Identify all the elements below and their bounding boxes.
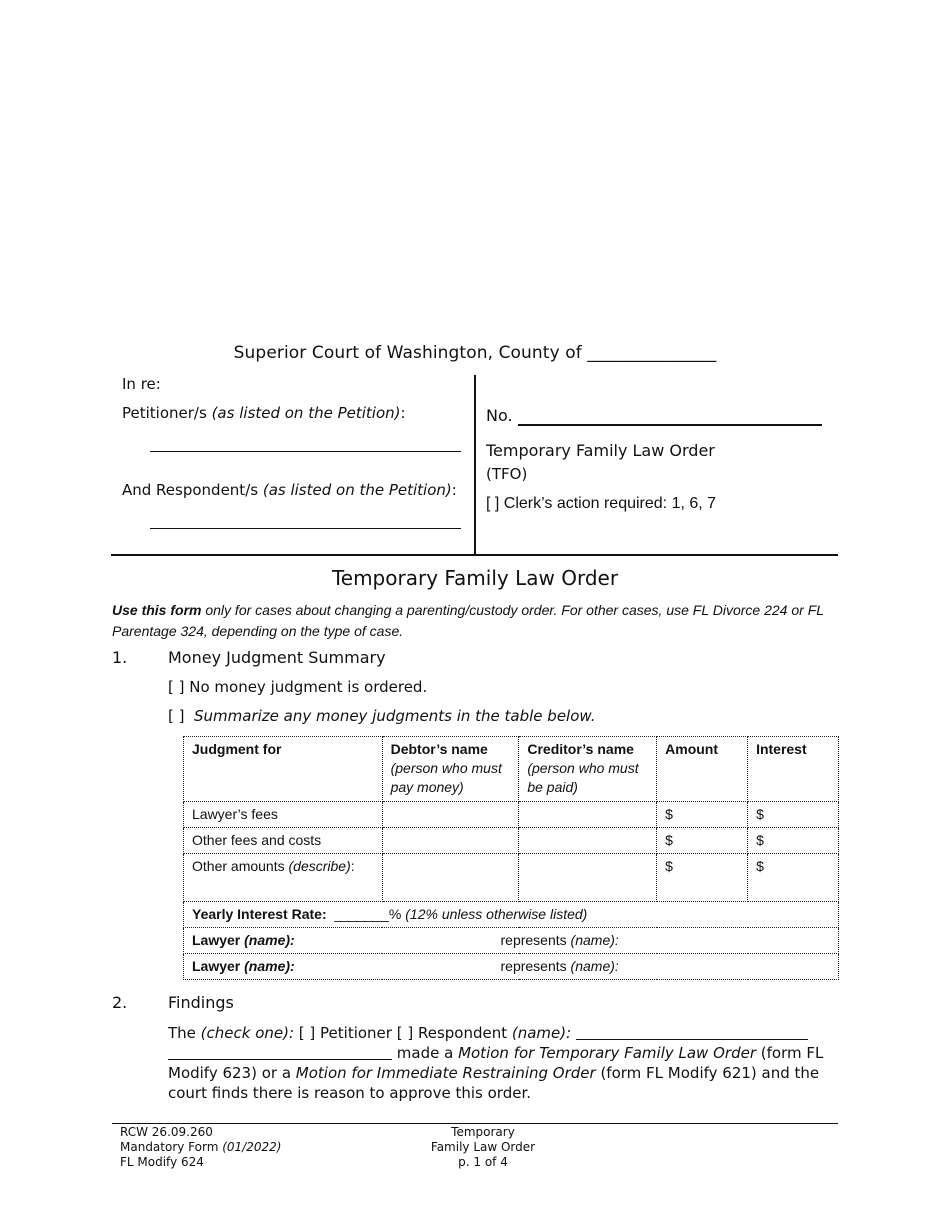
lawyer-cell[interactable]: Lawyer (name): represents (name): bbox=[184, 954, 839, 980]
petitioner-label: Petitioner/s (as listed on the Petition): bbox=[122, 404, 406, 422]
lawyer-row bbox=[184, 928, 839, 954]
row-label: Other amounts (describe): bbox=[184, 854, 383, 902]
header-amount: Amount bbox=[657, 737, 748, 802]
table-row bbox=[184, 854, 839, 902]
debtor-cell[interactable] bbox=[382, 854, 519, 902]
header-judgment-for: Judgment for bbox=[184, 737, 383, 802]
footer-rule bbox=[112, 1123, 838, 1124]
party-checkboxes[interactable]: [ ] Petitioner [ ] Respondent bbox=[294, 1024, 512, 1042]
footer-center: Temporary Family Law Order p. 1 of 4 bbox=[430, 1125, 536, 1169]
interest-rate-row bbox=[184, 902, 839, 928]
row-label: Other fees and costs bbox=[184, 828, 383, 854]
page-title: Temporary Family Law Order bbox=[331, 566, 619, 590]
respondent-label: And Respondent/s (as listed on the Petition): bbox=[122, 481, 457, 499]
lawyer-cell[interactable]: Lawyer (name): represents (name): bbox=[184, 928, 839, 954]
row-label: Lawyer’s fees bbox=[184, 802, 383, 828]
amount-cell[interactable]: $ bbox=[657, 854, 748, 902]
interest-cell[interactable]: $ bbox=[748, 802, 839, 828]
caption-doc-abbrev: (TFO) bbox=[486, 465, 528, 483]
header-interest: Interest bbox=[748, 737, 839, 802]
findings-paragraph: The (check one): [ ] Petitioner [ ] Respondent (name): made a Motion for Temporary Family Law Order (form FL Modify 623) or a Motion for Immediate Restraining Order (form FL Modify 621) and the court finds there is reason to approve this order. bbox=[168, 1024, 824, 1102]
section-2-number: 2. bbox=[112, 993, 128, 1012]
case-number-label: No. bbox=[486, 406, 513, 425]
interest-rate-cell[interactable]: Yearly Interest Rate: _______% (12% unless otherwise listed) bbox=[184, 902, 839, 928]
section-1-number: 1. bbox=[112, 648, 128, 667]
caption-divider bbox=[474, 375, 476, 555]
intro-instructions: Use this form only for cases about changing a parenting/custody order. For other cases, use FL Divorce 224 or FL Parentage 324, depending on the type of case. bbox=[112, 602, 824, 639]
footer-left: RCW 26.09.260 Mandatory Form (01/2022) FL Modify 624 bbox=[120, 1125, 282, 1169]
caption-bottom-rule bbox=[111, 554, 838, 556]
party-name-line-2[interactable] bbox=[168, 1045, 392, 1060]
table-header-row bbox=[184, 737, 839, 802]
respondent-name-line[interactable] bbox=[150, 528, 461, 529]
header-debtor: Debtor’s name (person who must pay money) bbox=[382, 737, 519, 802]
debtor-cell[interactable] bbox=[382, 828, 519, 854]
table-row bbox=[184, 802, 839, 828]
case-number-line[interactable] bbox=[518, 424, 822, 426]
lawyer-row bbox=[184, 954, 839, 980]
clerk-action-checkbox[interactable]: [ ] Clerk’s action required: 1, 6, 7 bbox=[486, 495, 717, 512]
table-row bbox=[184, 828, 839, 854]
creditor-cell[interactable] bbox=[519, 802, 657, 828]
debtor-cell[interactable] bbox=[382, 802, 519, 828]
court-heading: Superior Court of Washington, County of _______________ bbox=[233, 343, 717, 363]
amount-cell[interactable]: $ bbox=[657, 828, 748, 854]
caption-doc-title: Temporary Family Law Order bbox=[486, 441, 715, 460]
header-creditor: Creditor’s name (person who must be paid) bbox=[519, 737, 657, 802]
party-name-line[interactable] bbox=[576, 1025, 808, 1040]
creditor-cell[interactable] bbox=[519, 828, 657, 854]
summarize-judgments-checkbox[interactable]: [ ] Summarize any money judgments in the table below. bbox=[168, 707, 596, 725]
in-re-label: In re: bbox=[122, 375, 161, 393]
money-judgment-table bbox=[183, 736, 839, 980]
creditor-cell[interactable] bbox=[519, 854, 657, 902]
interest-cell[interactable]: $ bbox=[748, 828, 839, 854]
no-money-judgment-checkbox[interactable]: [ ] No money judgment is ordered. bbox=[168, 678, 428, 696]
section-1-title: Money Judgment Summary bbox=[168, 648, 386, 667]
amount-cell[interactable]: $ bbox=[657, 802, 748, 828]
petitioner-name-line[interactable] bbox=[150, 451, 461, 452]
interest-cell[interactable]: $ bbox=[748, 854, 839, 902]
section-2-title: Findings bbox=[168, 993, 234, 1012]
